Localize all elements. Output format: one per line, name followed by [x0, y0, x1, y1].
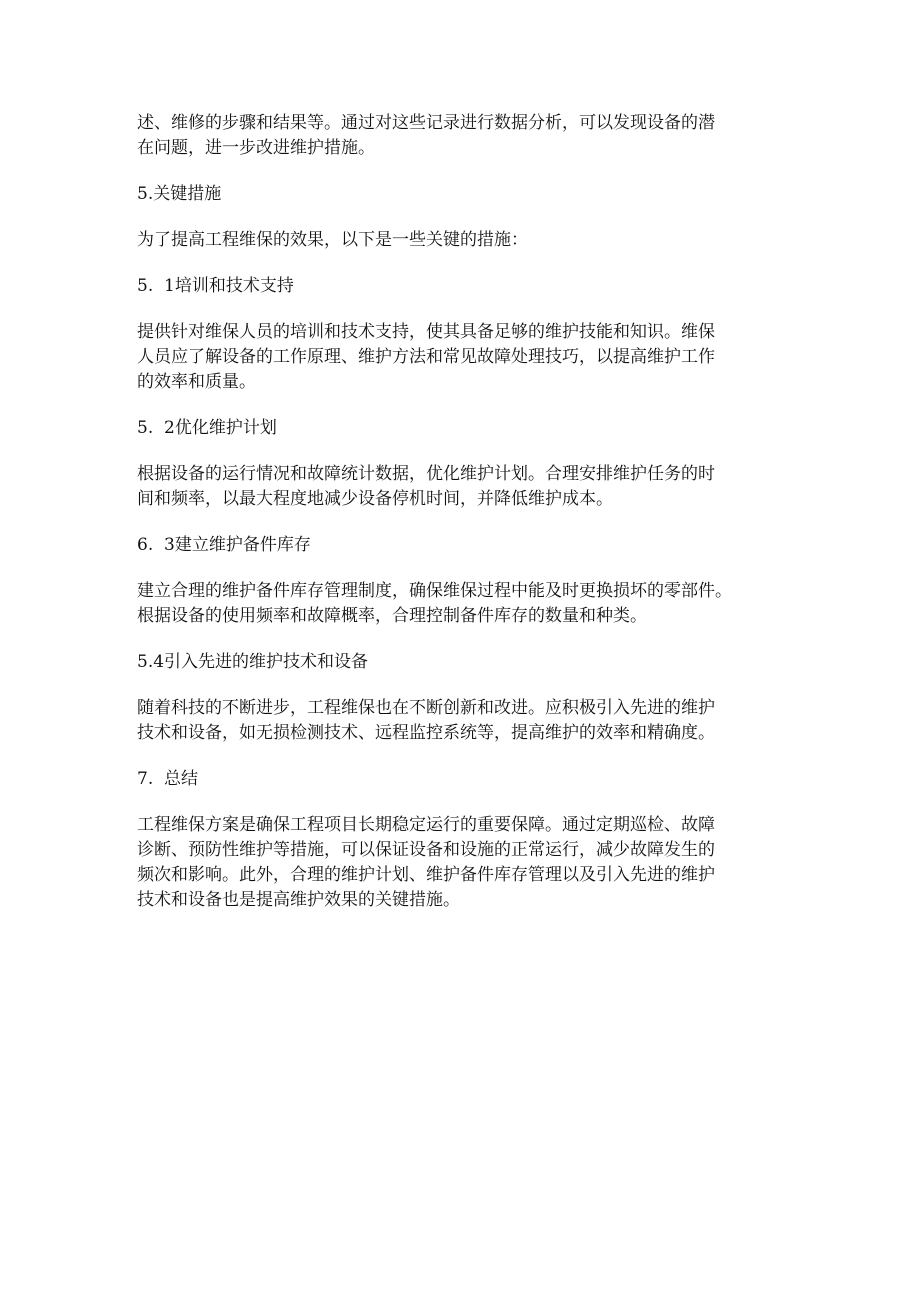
- section-5-1-heading: 5. 1培训和技术支持: [137, 276, 294, 296]
- paragraph-line: 间和频率，以最大程度地减少设备停机时间，并降低维护成本。: [137, 489, 613, 509]
- intro-paragraph: [137, 111, 787, 161]
- section-5-4-paragraph: [137, 696, 787, 746]
- paragraph-line: 工程维保方案是确保工程项目长期稳定运行的重要保障。通过定期巡检、故障: [137, 815, 715, 835]
- section-5-3-heading: 6. 3建立维护备件库存: [137, 535, 311, 555]
- section-5-intro: 为了提高工程维保的效果，以下是一些关键的措施：: [137, 230, 528, 250]
- paragraph-line: 在问题，进一步改进维护措施。: [137, 138, 375, 158]
- paragraph-line: 根据设备的运行情况和故障统计数据，优化维护计划。合理安排维护任务的时: [137, 464, 715, 484]
- document-body: [137, 111, 787, 934]
- paragraph-line: 诊断、预防性维护等措施，可以保证设备和设施的正常运行，减少故障发生的: [137, 840, 715, 860]
- section-5-heading: 5.关键措施: [137, 184, 222, 204]
- section-5-2-paragraph: [137, 462, 787, 512]
- section-5-3-paragraph: [137, 579, 787, 629]
- section-7-paragraph: [137, 813, 787, 913]
- paragraph-line: 的效率和质量。: [137, 372, 256, 392]
- section-5-1-paragraph: [137, 320, 787, 395]
- section-5-4-heading: 5.4引入先进的维护技术和设备: [137, 652, 369, 672]
- section-7-heading: 7. 总结: [137, 769, 199, 789]
- paragraph-line: 技术和设备，如无损检测技术、远程监控系统等，提高维护的效率和精确度。: [137, 723, 715, 743]
- section-5-2-heading: 5. 2优化维护计划: [137, 418, 277, 438]
- paragraph-line: 人员应了解设备的工作原理、维护方法和常见故障处理技巧，以提高维护工作: [137, 347, 715, 367]
- paragraph-line: 技术和设备也是提高维护效果的关键措施。: [137, 890, 460, 910]
- paragraph-line: 随着科技的不断进步，工程维保也在不断创新和改进。应积极引入先进的维护: [137, 698, 715, 718]
- paragraph-line: 频次和影响。此外，合理的维护计划、维护备件库存管理以及引入先进的维护: [137, 865, 715, 885]
- paragraph-line: 建立合理的维护备件库存管理制度，确保维保过程中能及时更换损坏的零部件。: [137, 581, 732, 601]
- paragraph-line: 提供针对维保人员的培训和技术支持，使其具备足够的维护技能和知识。维保: [137, 322, 715, 342]
- paragraph-line: 根据设备的使用频率和故障概率，合理控制备件库存的数量和种类。: [137, 606, 647, 626]
- paragraph-line: 述、维修的步骤和结果等。通过对这些记录进行数据分析，可以发现设备的潜: [137, 113, 715, 133]
